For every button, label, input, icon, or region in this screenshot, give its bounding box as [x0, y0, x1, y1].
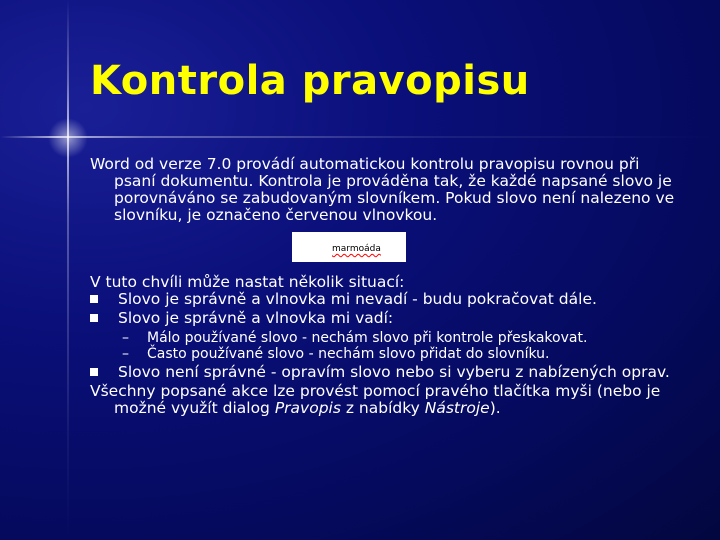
misspelled-word-example: marmoáda — [332, 244, 381, 254]
slide-title: Kontrola pravopisu — [90, 58, 530, 104]
closing-text-end: ). — [489, 399, 501, 417]
bullet-text: Slovo není správné - opravím slovo nebo si vyberu z nabízených oprav. — [118, 363, 670, 381]
lens-flare-horizontal — [0, 136, 720, 138]
spellcheck-example-image — [292, 232, 406, 262]
situations-intro: V tuto chvíli může nastat několik situací: — [90, 273, 405, 291]
bullet-item — [90, 310, 680, 327]
dialog-name: Pravopis — [274, 399, 341, 417]
square-bullet-icon — [90, 314, 98, 322]
closing-text-middle: z nabídky — [340, 399, 425, 417]
sub-item-text: Často používané slovo - nechám slovo přidat do slovníku. — [147, 346, 550, 362]
bullet-item — [90, 291, 680, 308]
bullet-text: Slovo je správně a vlnovka mi nevadí - budu pokračovat dále. — [118, 290, 597, 308]
closing-text-start: Všechny popsané akce lze provést pomocí pravého tlačítka myši (nebo je možné využít dialog — [90, 382, 661, 417]
square-bullet-icon — [90, 368, 98, 376]
dash-icon: – — [122, 346, 129, 362]
intro-paragraph: Word od verze 7.0 provádí automatickou kontrolu pravopisu rovnou při psaní dokumentu. Kontrola je prováděna tak, že každé napsané slovo je porovnáváno se zabudovaným slovníkem. Pokud slovo není nalezeno ve slovníku, je označeno červenou vlnovkou. — [90, 155, 675, 224]
sub-item-text: Málo používané slovo - nechám slovo při kontrole přeskakovat. — [147, 330, 588, 346]
lens-flare-glow — [48, 118, 88, 158]
slide-content — [90, 156, 680, 417]
sub-list — [90, 330, 680, 362]
bullet-text: Slovo je správně a vlnovka mi vadí: — [118, 309, 394, 327]
menu-name: Nástroje — [424, 399, 490, 417]
lens-flare-vertical — [67, 0, 69, 540]
bullet-item — [90, 364, 680, 381]
dash-icon: – — [122, 330, 129, 346]
sub-item — [90, 346, 680, 362]
sub-item — [90, 330, 680, 346]
closing-paragraph — [90, 383, 680, 417]
square-bullet-icon — [90, 295, 98, 303]
